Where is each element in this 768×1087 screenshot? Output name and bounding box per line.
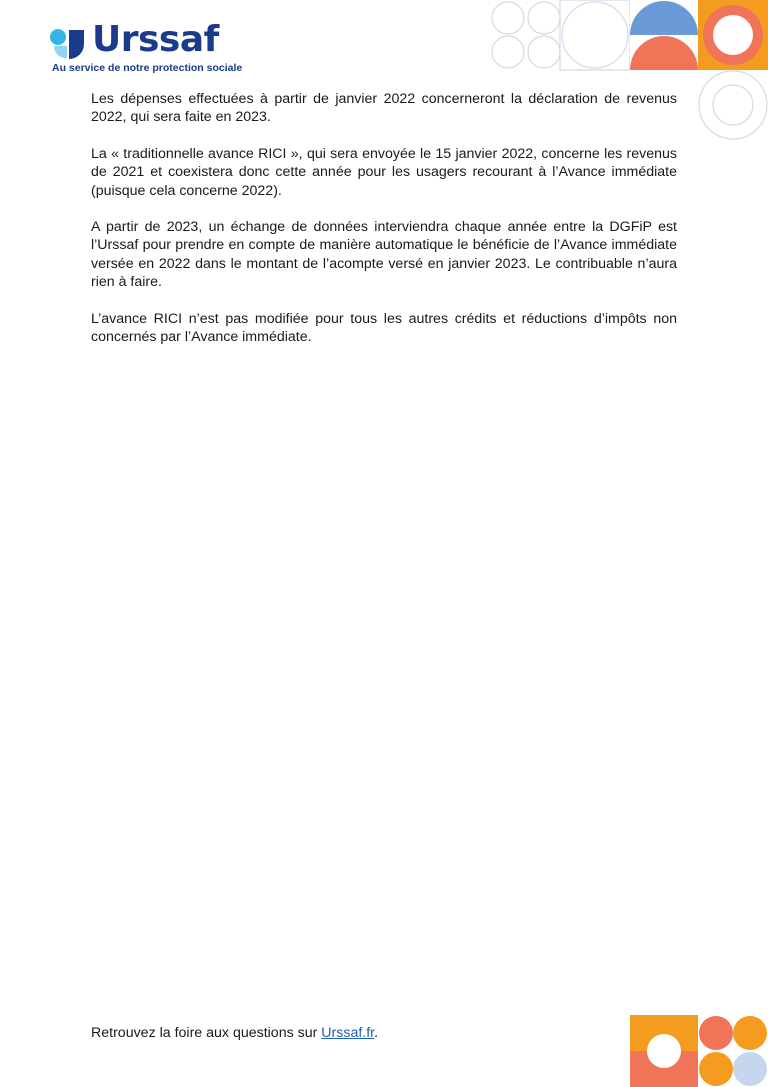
logo-wordmark: Urssaf bbox=[92, 19, 219, 60]
decorative-pattern-bottom bbox=[630, 1015, 768, 1087]
paragraph: La « traditionnelle avance RICI », qui sera envoyée le 15 janvier 2022, concerne les revenus de 2021 et coexistera donc cette année pour les usagers recourant à l’Avance immédiate (puisque cela concerne 2022). bbox=[91, 145, 677, 199]
logo-tagline: Au service de notre protection sociale bbox=[52, 62, 243, 74]
paragraph: Les dépenses effectuées à partir de janvier 2022 concerneront la déclaration de revenus 2022, qui sera faite en 2023. bbox=[91, 91, 677, 126]
footer-punctuation: . bbox=[374, 1025, 379, 1041]
paragraph: L’avance RICI n’est pas modifiée pour tous les autres crédits et réductions d’impôts non concernés par l’Avance immédiate. bbox=[91, 310, 677, 346]
footer-text: Retrouvez la foire aux questions sur bbox=[91, 1025, 322, 1041]
footer-faq bbox=[91, 1024, 378, 1042]
urssaf-link[interactable]: Urssaf.fr bbox=[321, 1025, 375, 1041]
document-body bbox=[91, 90, 677, 364]
urssaf-logo-icon bbox=[50, 26, 86, 60]
urssaf-logo bbox=[50, 19, 250, 78]
paragraph: A partir de 2023, un échange de données interviendra chaque année entre la DGFiP est l’Urssaf pour prendre en compte de manière automatique le bénéficie de l’Avance immédiate versée en 2022 dans le montant de l’acompte versé en janvier 2023. Le contribuable n’aura rien à faire. bbox=[91, 219, 677, 291]
